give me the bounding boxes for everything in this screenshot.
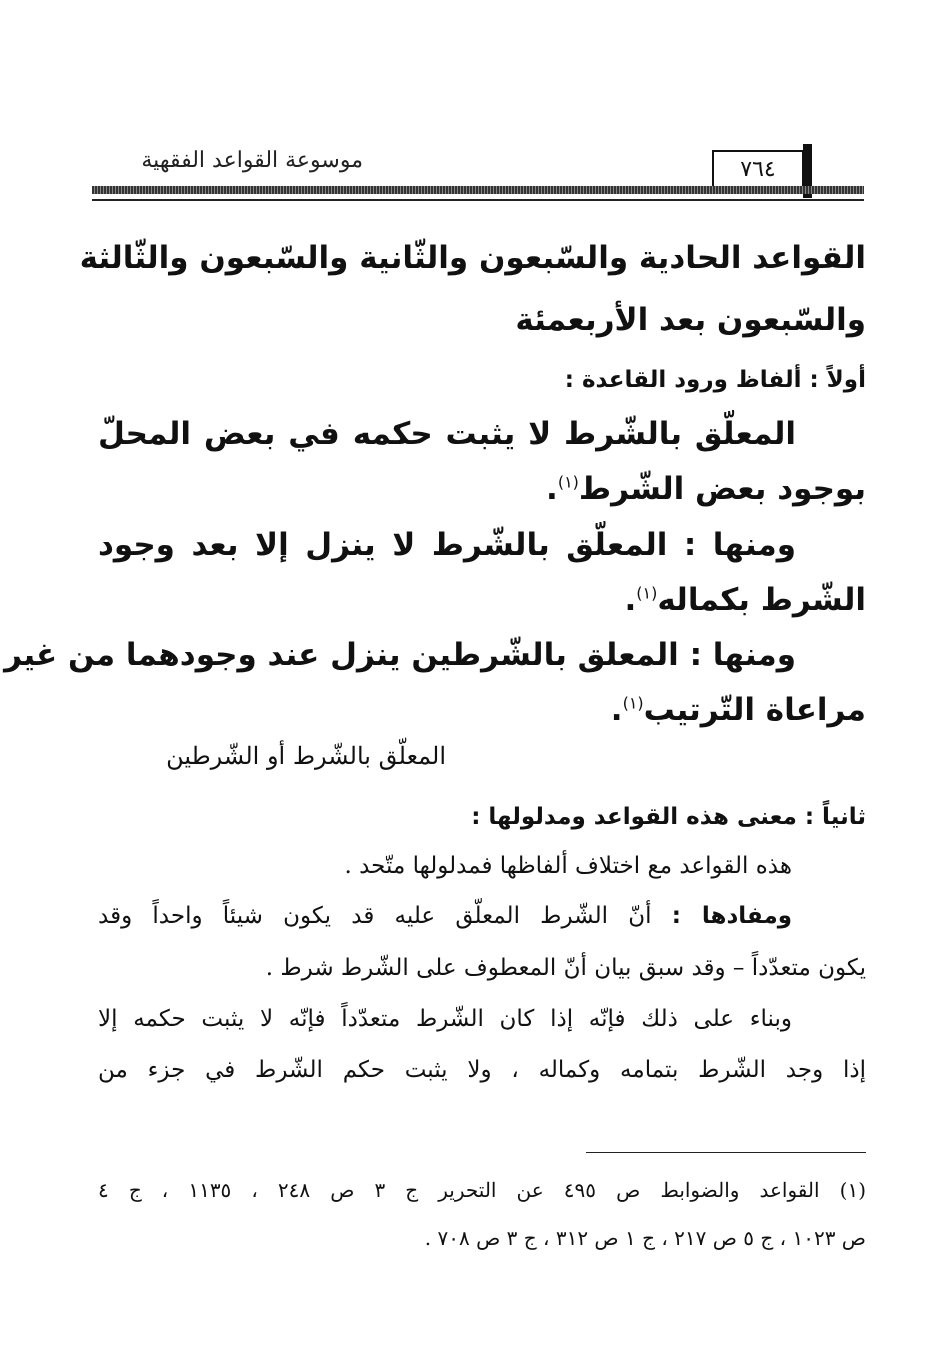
rule-heading-line2: والسّبعون بعد الأربعمئة	[515, 302, 866, 338]
header-rule-thick	[92, 186, 864, 194]
rule-text-2-line2: الشّرط بكماله$^{(١)}$.	[624, 582, 866, 618]
footnote-line2: ص ١٠٢٣ ، ج ٥ ص ٢١٧ ، ج ١ ص ٣١٢ ، ج ٣ ص ٧٠٨ .	[424, 1226, 866, 1250]
rule-text-1-line1: المعلّق بالشّرط لا يثبت حكمه في بعض المحلّ	[98, 416, 796, 452]
header-rule-thin	[92, 199, 864, 201]
footnote-rule	[586, 1152, 866, 1153]
footnote-line1: (١) القواعد والضوابط ص ٤٩٥ عن التحرير ج ٣ ص ٢٤٨ ، ١١٣٥ ، ج ٤	[98, 1178, 867, 1202]
running-title: موسوعة القواعد الفقهية	[141, 148, 363, 173]
rule-text-3-line2: مراعاة التّرتيب$^{(١)}$.	[610, 692, 866, 728]
rule-text-2-line1: ومنها : المعلّق بالشّرط لا ينزل إلا بعد وجود	[98, 527, 796, 563]
paragraph-2-line2: يكون متعدّداً – وقد سبق بيان أنّ المعطوف على الشّرط شرط .	[265, 955, 866, 981]
paragraph-3-line1: وبناء على ذلك فإنّه إذا كان الشّرط متعدّداً فإنّه لا يثبت حكمه إلا	[98, 1006, 792, 1032]
margin-note: المعلّق بالشّرط أو الشّرطين	[166, 742, 446, 770]
rule-text-3-line1: ومنها : المعلق بالشّرطين ينزل عند وجودهما من غير	[4, 637, 796, 673]
section-title-wordings: أولاً : ألفاظ ورود القاعدة :	[564, 367, 866, 393]
rule-heading-line1: القواعد الحادية والسّبعون والثّانية والسّبعون والثّالثة	[79, 240, 866, 276]
rule-text-1-line2: بوجود بعض الشّرط$^{(١)}$.	[546, 471, 866, 507]
footnote-ref: (١)	[557, 472, 579, 492]
paragraph-1: هذه القواعد مع اختلاف ألفاظها فمدلولها متّحد .	[344, 853, 792, 879]
section-title-meaning: ثانياً : معنى هذه القواعد ومدلولها :	[471, 804, 866, 830]
paragraph-3-line2: إذا وجد الشّرط بتمامه وكماله ، ولا يثبت حكم الشّرط في جزء من	[98, 1057, 866, 1083]
paragraph-2-line1: ومفادها : أنّ الشّرط المعلّق عليه قد يكون شيئاً واحداً وقد	[98, 903, 792, 929]
footnote-ref: (١)	[622, 693, 644, 713]
footnote-ref: (١)	[636, 583, 658, 603]
page-number: ٧٦٤	[712, 150, 804, 188]
